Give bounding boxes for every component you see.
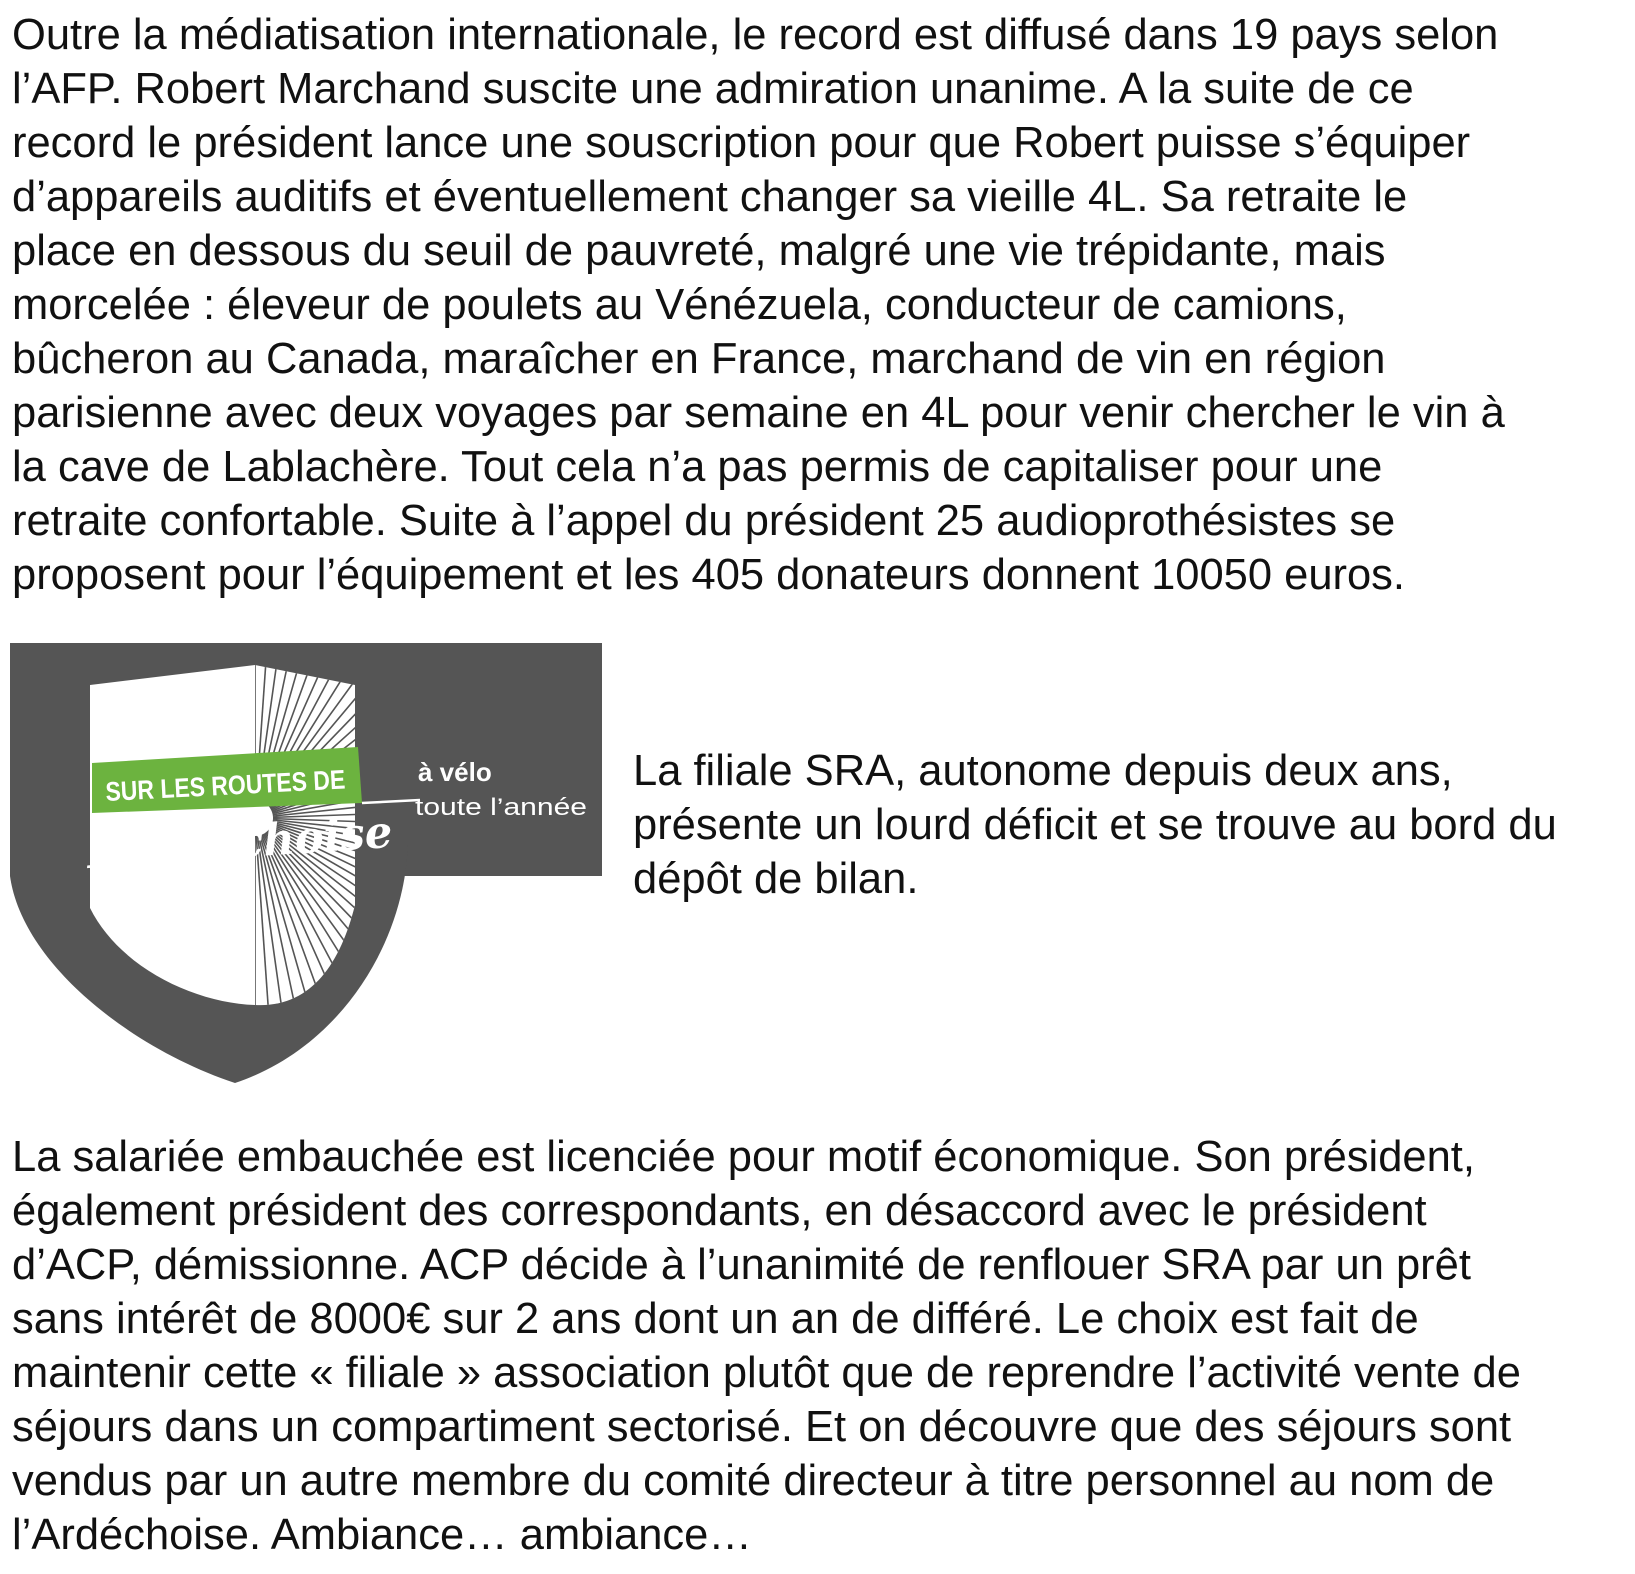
paragraph-top: [12, 8, 1505, 602]
text-line: parisienne avec deux voyages par semaine en 4L pour venir chercher le vin à: [12, 389, 1505, 437]
text-line: l’AFP. Robert Marchand suscite une admiration unanime. A la suite de ce: [12, 65, 1414, 113]
text-line: d’appareils auditifs et éventuellement changer sa vieille 4L. Sa retraite le: [12, 173, 1408, 221]
text-line: également président des correspondants, en désaccord avec le président: [12, 1187, 1427, 1235]
text-line: l’Ardéchoise. Ambiance… ambiance…: [12, 1511, 752, 1559]
text-line: bûcheron au Canada, maraîcher en France, marchand de vin en région: [12, 335, 1386, 383]
text-line: vendus par un autre membre du comité directeur à titre personnel au nom de: [12, 1457, 1495, 1505]
ardechoise-logo: [10, 643, 602, 1088]
text-line: place en dessous du seuil de pauvreté, malgré une vie trépidante, mais: [12, 227, 1386, 275]
banner-text: SUR LES ROUTES DE: [104, 762, 388, 807]
text-line: record le président lance une souscription pour que Robert puisse s’équiper: [12, 119, 1471, 167]
text-line: d’ACP, démissionne. ACP décide à l’unanimité de renflouer SRA par un prêt: [12, 1241, 1471, 1289]
text-line: présente un lourd déficit et se trouve au bord du: [633, 801, 1557, 849]
text-line: maintenir cette « filiale » association plutôt que de reprendre l’activité vente de: [12, 1349, 1521, 1397]
text-line: la cave de Lablachère. Tout cela n’a pas permis de capitaliser pour une: [12, 443, 1383, 491]
tagline-line1: à vélo: [418, 757, 492, 787]
paragraph-bottom: [12, 1130, 1521, 1562]
text-line: sans intérêt de 8000€ sur 2 ans dont un an de différé. Le choix est fait de: [12, 1295, 1419, 1343]
text-line: La salariée embauchée est licenciée pour motif économique. Son président,: [12, 1133, 1475, 1181]
paragraph-middle: [633, 744, 1557, 906]
text-line: La filiale SRA, autonome depuis deux ans,: [633, 747, 1453, 795]
text-line: retraite confortable. Suite à l’appel du président 25 audioprothésistes se: [12, 497, 1396, 545]
text-line: morcelée : éleveur de poulets au Vénézuela, conducteur de camions,: [12, 281, 1347, 329]
text-line: dépôt de bilan.: [633, 855, 919, 903]
logo-name: L’Ardéchoise: [85, 806, 398, 879]
text-line: séjours dans un compartiment sectorisé. Et on découvre que des séjours sont: [12, 1403, 1512, 1451]
text-line: proposent pour l’équipement et les 405 donateurs donnent 10050 euros.: [12, 551, 1406, 599]
tagline-line2: toute l’année: [415, 794, 587, 821]
text-line: Outre la médiatisation internationale, le record est diffusé dans 19 pays selon: [12, 11, 1499, 59]
